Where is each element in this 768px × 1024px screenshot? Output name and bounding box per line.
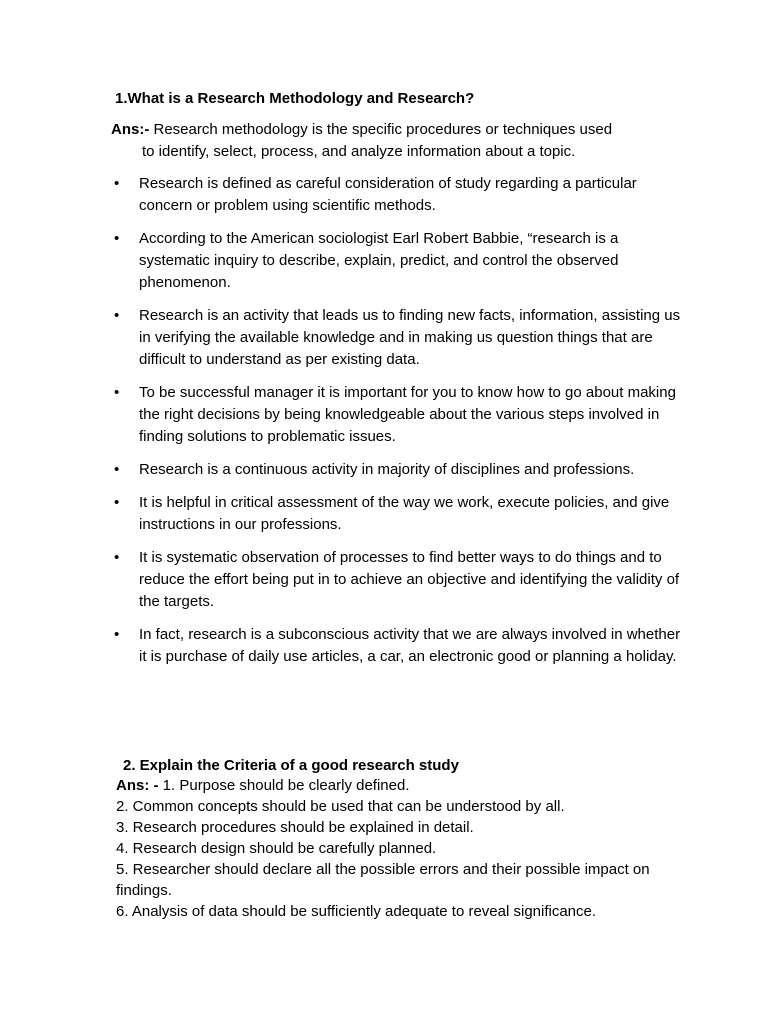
bullet-icon: • xyxy=(114,175,120,192)
list-item xyxy=(116,775,676,796)
list-item xyxy=(111,173,691,217)
bullet-icon: • xyxy=(114,384,120,401)
question-2-answer xyxy=(116,775,676,922)
list-item xyxy=(111,382,691,448)
bullet-icon: • xyxy=(114,626,120,643)
list-item-text: In fact, research is a subconscious activity that we are always involved in whether it is purchase of daily use articles, a car, an electronic good or planning a holiday. xyxy=(139,626,681,665)
list-item: 2. Common concepts should be used that can be understood by all. xyxy=(116,798,565,815)
bullet-icon: • xyxy=(114,494,120,511)
bullet-icon: • xyxy=(114,307,120,324)
list-item-text: It is helpful in critical assessment of the way we work, execute policies, and give instructions in our professions. xyxy=(139,494,670,533)
answer-text-line-2: to identify, select, process, and analyze information about a topic. xyxy=(142,143,576,160)
question-1-title: 1.What is a Research Methodology and Research? xyxy=(115,90,475,107)
list-item: 4. Research design should be carefully planned. xyxy=(116,840,437,857)
list-item-text: Research is an activity that leads us to finding new facts, information, assisting us in verifying the available knowledge and in making us question things that are difficult to understand as per existing data. xyxy=(139,307,681,368)
list-item-text: It is systematic observation of processes to find better ways to do things and to reduce the effort being put in to achieve an objective and identifying the validity of the targets. xyxy=(139,549,680,610)
list-item xyxy=(111,492,691,536)
list-item-text: 1. Purpose should be clearly defined. xyxy=(158,777,410,794)
answer-label: Ans:- xyxy=(111,121,150,138)
list-item xyxy=(111,305,691,371)
answer-text-line-1: Research methodology is the specific procedures or techniques used xyxy=(149,121,613,138)
list-item xyxy=(111,547,691,613)
question-1-bullet-list xyxy=(111,173,691,679)
question-2-title: 2. Explain the Criteria of a good research study xyxy=(123,757,459,774)
list-item-text: Research is a continuous activity in majority of disciplines and professions. xyxy=(139,461,635,478)
list-item xyxy=(111,459,691,481)
bullet-icon: • xyxy=(114,461,120,478)
list-item xyxy=(111,624,691,668)
bullet-icon: • xyxy=(114,230,120,247)
list-item: 3. Research procedures should be explained in detail. xyxy=(116,819,474,836)
list-item-text: To be successful manager it is important for you to know how to go about making the right decisions by being knowledgeable about the various steps involved in finding solutions to problematic issues. xyxy=(139,384,676,445)
list-item: 5. Researcher should declare all the possible errors and their possible impact on findings. xyxy=(116,861,650,899)
bullet-icon: • xyxy=(114,549,120,566)
answer-label: Ans: - xyxy=(116,777,159,794)
list-item-text: According to the American sociologist Earl Robert Babbie, “research is a systematic inquiry to describe, explain, predict, and control the observed phenomenon. xyxy=(139,230,619,291)
list-item xyxy=(111,228,691,294)
list-item: 6. Analysis of data should be sufficiently adequate to reveal significance. xyxy=(116,903,597,920)
list-item-text: Research is defined as careful consideration of study regarding a particular concern or problem using scientific methods. xyxy=(139,175,637,214)
question-1-answer xyxy=(111,119,681,163)
